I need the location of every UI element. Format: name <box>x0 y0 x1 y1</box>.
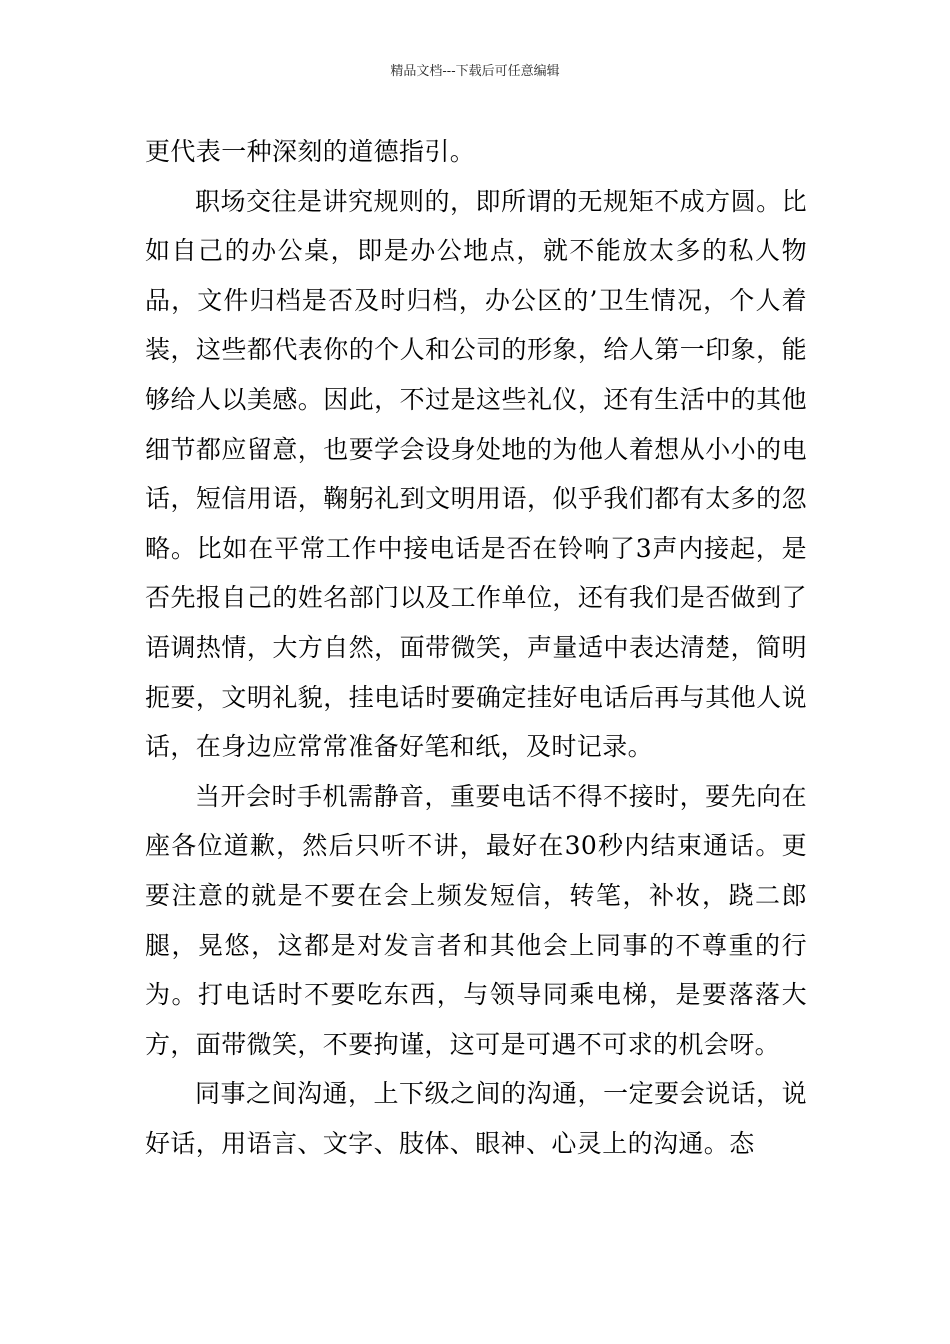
paragraph-workplace-rules: 职场交往是讲究规则的，即所谓的无规矩不成方圆。比如自己的办公桌，即是办公地点，就不能放太多的私人物品，文件归档是否及时归档，办公区的’卫生情况，个人着装，这些都代表你的个人和公司的形象，给人第一印象，能够给人以美感。因此，不过是这些礼仪，还有生活中的其他细节都应留意，也要学会设身处地的为他人着想从小小的电话，短信用语，鞠躬礼到文明用语，似乎我们都有太多的忽略。比如在平常工作中接电话是否在铃响了3声内接起，是否先报自己的姓名部门以及工作单位，还有我们是否做到了语调热情，大方自然，面带微笑，声量适中表达清楚，简明扼要，文明礼貌，挂电话时要确定挂好电话后再与其他人说话，在身边应常常准备好笔和纸，及时记录。 <box>145 186 807 762</box>
page-header: 精品文档---下载后可任意编辑 <box>390 64 560 79</box>
paragraph-communication: 同事之间沟通，上下级之间的沟通，一定要会说话，说好话，用语言、文字、肢体、眼神、心灵上的沟通。态 <box>145 1079 807 1158</box>
document-body <box>145 127 807 1168</box>
paragraph-continuation: 更代表一种深刻的道德指引。 <box>145 137 476 166</box>
paragraph-meeting-etiquette: 当开会时手机需静音，重要电话不得不接时，要先向在座各位道歉，然后只听不讲，最好在30秒内结束通话。更要注意的就是不要在会上频发短信，转笔，补妆，跷二郎腿，晃悠，这都是对发言者和其他会上同事的不尊重的行为。打电话时不要吃东西，与领导同乘电梯，是要落落大方，面带微笑，不要拘谨，这可是可遇不可求的机会呀。 <box>145 781 807 1059</box>
